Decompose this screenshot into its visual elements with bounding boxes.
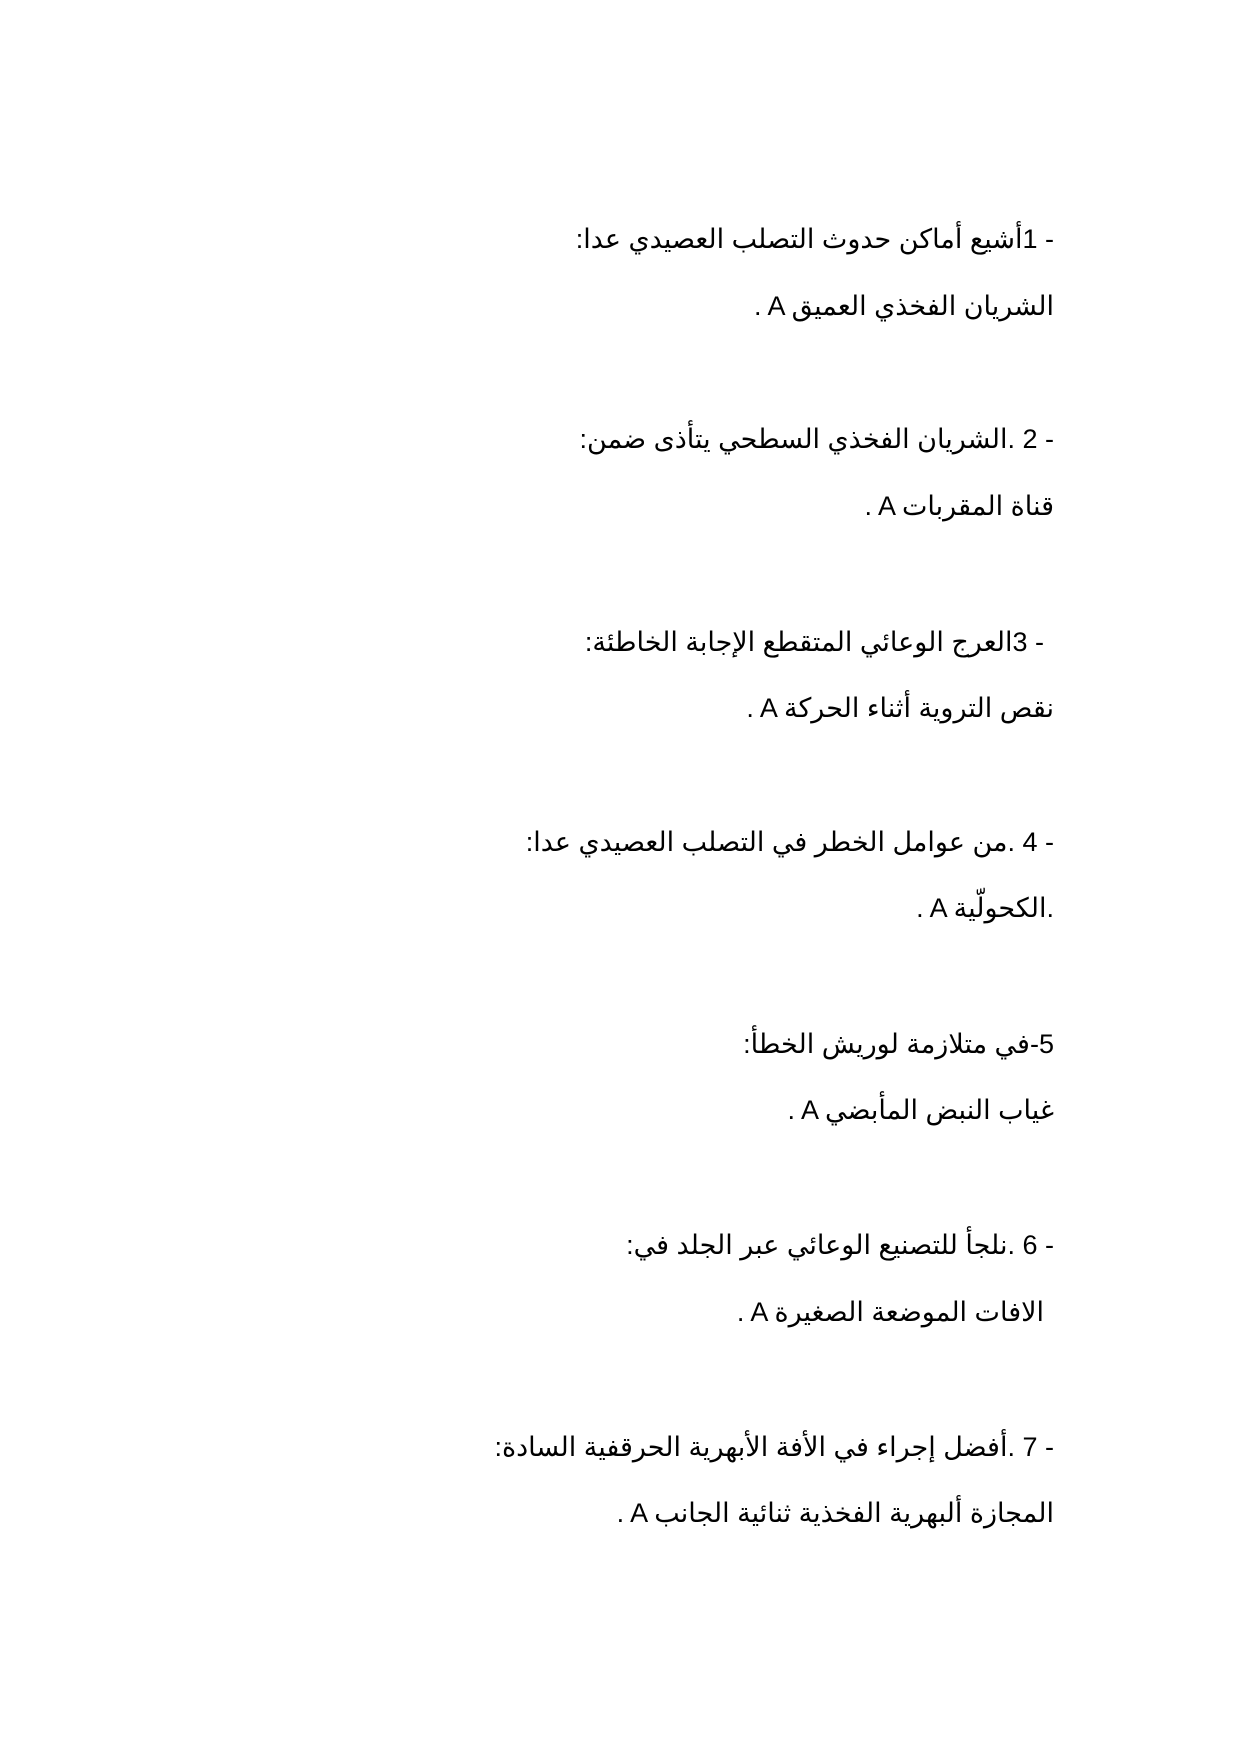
answer-6-option-a: . A الافات الموضعة الصغيرة — [736, 1297, 1044, 1327]
question-5: 5-في متلازمة لوريش الخطأ: — [743, 1029, 1054, 1059]
question-3: - 3العرج الوعائي المتقطع الإجابة الخاطئة: — [584, 627, 1044, 657]
question-2: - 2 .الشريان الفخذي السطحي يتأذى ضمن: — [579, 424, 1054, 454]
answer-4-option-a: . A الكحولّية. — [916, 893, 1054, 923]
answer-2-option-a: . A قناة المقربات — [864, 491, 1054, 521]
answer-1-option-a: . A الشريان الفخذي العميق — [754, 291, 1054, 321]
question-1: - 1أشيع أماكن حدوث التصلب العصيدي عدا: — [575, 224, 1054, 254]
answer-7-option-a: . A المجازة ألبهرية الفخذية ثنائية الجانب — [616, 1498, 1054, 1528]
question-7: - 7 .أفضل إجراء في الأفة الأبهرية الحرقفية السادة: — [494, 1432, 1054, 1462]
answer-3-option-a: . A نقص التروية أثناء الحركة — [746, 693, 1054, 723]
question-4: - 4 .من عوامل الخطر في التصلب العصيدي عدا: — [525, 827, 1054, 857]
question-6: - 6 .نلجأ للتصنيع الوعائي عبر الجلد في: — [626, 1230, 1054, 1260]
answer-5-option-a: . A غياب النبض المأبضي — [787, 1095, 1054, 1125]
